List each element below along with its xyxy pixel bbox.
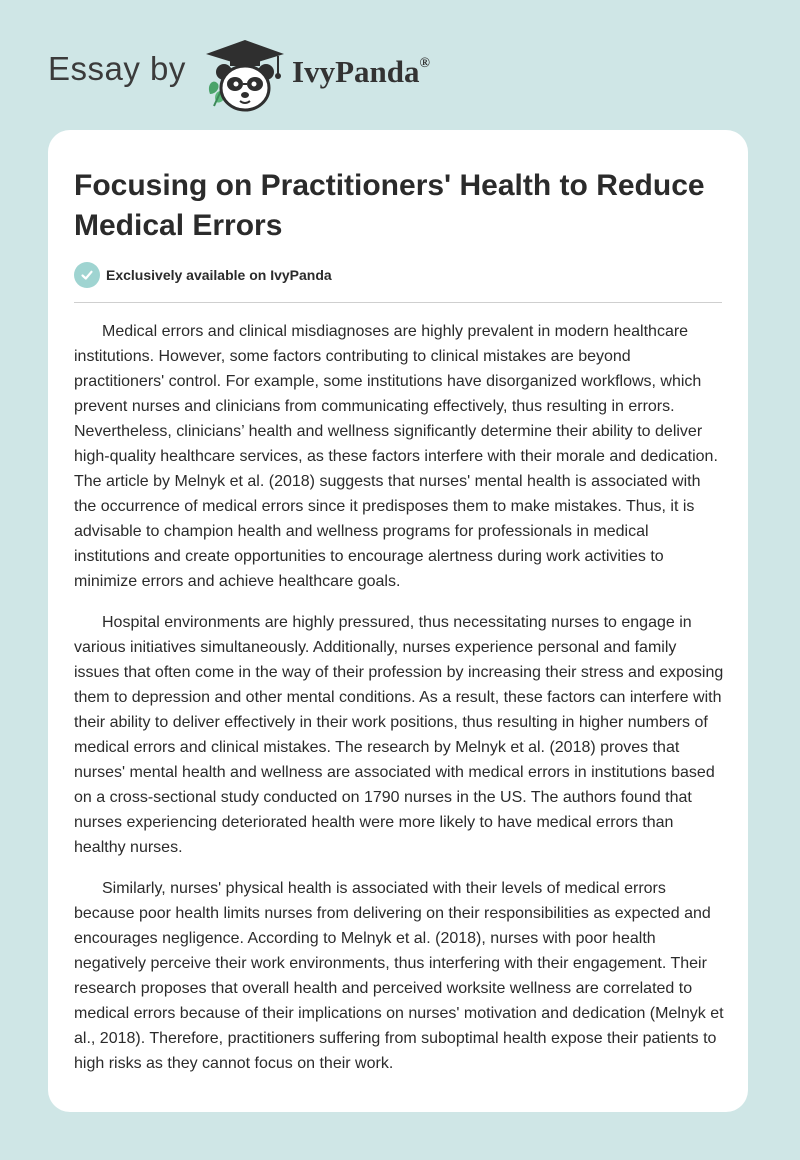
brand-name: IvyPanda® (292, 54, 430, 89)
paragraph: Hospital environments are highly pressured, thus necessitating nurses to engage in various initiatives simultaneously. Additionally, nurses experience personal and family issues that often come in the way of their profession by increasing their stress and exposing them to depression and other mental conditions. As a result, these factors can interfere with their ability to deliver effectively in their work positions, thus resulting in higher numbers of medical errors and clinical mistakes. The research by Melnyk et al. (2018) proves that nurses' mental health and wellness are associated with medical errors in institutions based on a cross-sectional study conducted on 1790 nurses in the US. The authors found that nurses experiencing deteriorated health were more likely to have medical errors than healthy nurses. (74, 614, 724, 856)
paragraph: Similarly, nurses' physical health is associated with their levels of medical errors because poor health limits nurses from delivering on their responsibilities as expected and encourages negligence. According to Melnyk et al. (2018), nurses with poor health negatively perceive their work environments, thus interfering with their engagement. Their research proposes that overall health and perceived worksite wellness are correlated to medical errors because of their implications on nurses' motivation and dedication (Melnyk et al., 2018). Therefore, practitioners suffering from suboptimal health expose their patients to high risks as they cannot focus on their work. (74, 880, 724, 1072)
exclusive-badge (74, 262, 332, 288)
exclusive-badge-label: Exclusively available on IvyPanda (106, 267, 332, 283)
site-header (48, 34, 748, 114)
check-circle-icon (74, 262, 100, 288)
essay-title: Focusing on Practitioners' Health to Reduce Medical Errors (74, 169, 705, 242)
essay-card (48, 130, 748, 1112)
paragraph: Medical errors and clinical misdiagnoses are highly prevalent in modern healthcare institutions. However, some factors contributing to clinical mistakes are beyond practitioners' control. For example, some institutions have disorganized workflows, which prevent nurses and clinicians from communicating effectively, thus resulting in errors. Nevertheless, clinicians’ health and wellness significantly determine their ability to deliver high-quality healthcare services, as these factors interfere with their morale and dedication. The article by Melnyk et al. (2018) suggests that nurses' mental health is associated with the occurrence of medical errors since it predisposes them to make mistakes. Thus, it is advisable to champion health and wellness programs for professionals in medical institutions and create opportunities to encourage alertness during work activities to minimize errors and achieve healthcare goals. (74, 323, 718, 590)
divider (74, 302, 722, 303)
essay-body (74, 319, 724, 1092)
essay-by-label: Essay by (48, 50, 186, 87)
panda-graduate-icon (202, 34, 288, 114)
